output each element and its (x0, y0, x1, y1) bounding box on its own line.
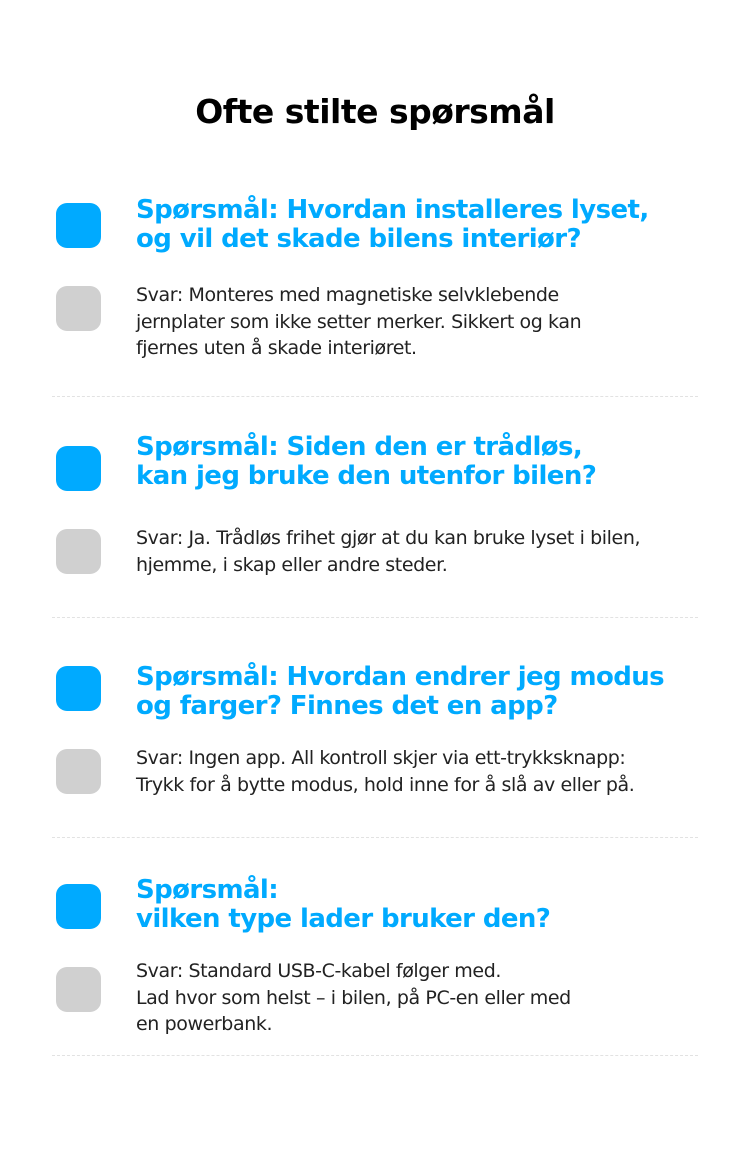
page-title: Ofte stilte spørsmål (195, 92, 555, 131)
faq-divider (52, 1055, 698, 1056)
faq-divider (52, 396, 698, 397)
faq-answer: Svar: Monteres med magnetiske selvklebende jernplater som ikke setter merker. Sikkert og kan fjernes uten å skade interiøret. (136, 284, 582, 359)
question-marker-icon (56, 203, 101, 248)
faq-question: Spørsmål: vilken type lader bruker den? (136, 875, 551, 934)
question-marker-icon (56, 446, 101, 491)
faq-divider (52, 837, 698, 838)
faq-answer: Svar: Ingen app. All kontroll skjer via ett-trykksknapp: Trykk for å bytte modus, hold inne for å slå av eller på. (136, 747, 635, 796)
faq-divider (52, 617, 698, 618)
answer-marker-icon (56, 967, 101, 1012)
answer-marker-icon (56, 749, 101, 794)
faq-answer: Svar: Ja. Trådløs frihet gjør at du kan bruke lyset i bilen, hjemme, i skap eller andre steder. (136, 527, 641, 576)
answer-marker-icon (56, 529, 101, 574)
faq-answer: Svar: Standard USB-C-kabel følger med. Lad hvor som helst – i bilen, på PC-en eller med en powerbank. (136, 960, 571, 1035)
faq-question: Spørsmål: Hvordan endrer jeg modus og farger? Finnes det en app? (136, 662, 665, 721)
answer-marker-icon (56, 286, 101, 331)
faq-question: Spørsmål: Siden den er trådløs, kan jeg bruke den utenfor bilen? (136, 432, 597, 491)
question-marker-icon (56, 884, 101, 929)
faq-question: Spørsmål: Hvordan installeres lyset, og vil det skade bilens interiør? (136, 195, 649, 254)
question-marker-icon (56, 666, 101, 711)
